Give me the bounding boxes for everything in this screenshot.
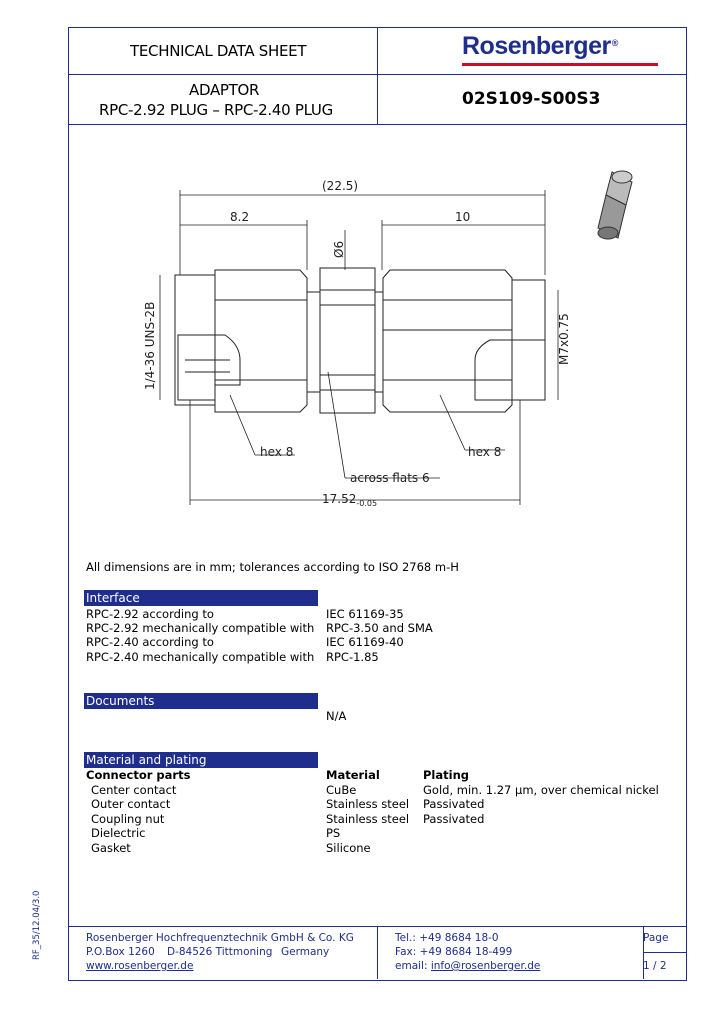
dim-diameter: Ø6 [332, 240, 346, 258]
product-image [598, 171, 632, 239]
product-description: RPC-2.92 PLUG – RPC-2.40 PLUG [99, 101, 333, 119]
material-row-part: Gasket [91, 841, 131, 855]
material-row-part: Dielectric [91, 826, 146, 840]
brand-mark: ® [611, 38, 618, 48]
footer-website[interactable]: www.rosenberger.de [86, 960, 194, 972]
interface-row-label: RPC-2.92 according to [86, 607, 214, 621]
dim-left-length: 8.2 [230, 210, 250, 224]
material-row-material: CuBe [326, 783, 357, 797]
page-label: Page [643, 932, 669, 944]
dim-overall: (22.5) [322, 179, 359, 193]
part-number: 02S109-S00S3 [462, 89, 601, 109]
footer-fax: Fax: +49 8684 18-499 [395, 946, 513, 958]
label-hex-left: hex 8 [260, 445, 294, 459]
dim-bottom-tolerance: -0.05 [356, 499, 378, 508]
material-section-title: Material and plating [84, 752, 318, 768]
material-row-plating: Gold, min. 1.27 µm, over chemical nickel [423, 783, 659, 797]
material-row-part: Center contact [91, 783, 177, 797]
dim-left-thread: 1/4-36 UNS-2B [143, 301, 157, 390]
center-part [307, 268, 383, 413]
dim-bottom-value: 17.52 [322, 492, 357, 506]
footer-page-line [643, 952, 686, 953]
footer-company: Rosenberger Hochfrequenztechnik GmbH & Co. KG [86, 932, 354, 944]
brand-name: Rosenberger [462, 32, 611, 60]
interface-row-value: RPC-3.50 and SMA [326, 621, 433, 635]
dim-right-thread: M7x0.75 [557, 313, 571, 365]
interface-row-value: IEC 61169-35 [326, 607, 404, 621]
interface-row-label: RPC-2.40 mechanically compatible with [86, 650, 315, 664]
footer-email-label: email: [395, 960, 428, 972]
left-connector [175, 270, 307, 412]
material-col-material: Material [326, 768, 380, 782]
documents-section-title: Documents [84, 693, 318, 709]
material-row-part: Outer contact [91, 797, 171, 811]
material-col-parts: Connector parts [86, 768, 191, 782]
right-connector [383, 270, 545, 412]
material-row-material: Stainless steel [326, 797, 410, 811]
interface-row-value: RPC-1.85 [326, 650, 379, 664]
interface-row-label: RPC-2.40 according to [86, 635, 214, 649]
footer-divider-1 [377, 926, 378, 979]
leader-lines [230, 372, 505, 478]
dim-right-length: 10 [455, 210, 471, 224]
documents-value: N/A [326, 709, 347, 723]
material-row-material: Silicone [326, 841, 371, 855]
footer-email-link[interactable]: info@rosenberger.de [430, 960, 541, 972]
footer-email-row [395, 960, 540, 972]
material-row-part: Coupling nut [91, 812, 165, 826]
label-hex-right: hex 8 [468, 445, 502, 459]
material-col-plating: Plating [423, 768, 469, 782]
footer-website-link[interactable] [86, 960, 193, 972]
dim-bottom-length [322, 492, 377, 508]
footer-city: D-84526 Tittmoning [167, 946, 273, 958]
material-row-material: Stainless steel [326, 812, 410, 826]
material-row-plating: Passivated [423, 797, 485, 811]
doc-type-title: TECHNICAL DATA SHEET [130, 42, 307, 60]
material-row-plating: Passivated [423, 812, 485, 826]
dimension-note: All dimensions are in mm; tolerances according to ISO 2768 m-H [86, 560, 459, 574]
footer-country: Germany [281, 946, 330, 958]
interface-section-title: Interface [84, 590, 318, 606]
interface-row-value: IEC 61169-40 [326, 635, 404, 649]
document-side-code: RF_35/12.04/3.0 [32, 890, 42, 960]
interface-row-label: RPC-2.92 mechanically compatible with [86, 621, 315, 635]
material-row-material: PS [326, 826, 341, 840]
product-type: ADAPTOR [189, 81, 260, 99]
page-number: 1 / 2 [643, 960, 667, 972]
footer-pobox: P.O.Box 1260 [86, 946, 155, 958]
footer-tel: Tel.: +49 8684 18-0 [395, 932, 499, 944]
label-across-flats: across flats 6 [350, 471, 430, 485]
